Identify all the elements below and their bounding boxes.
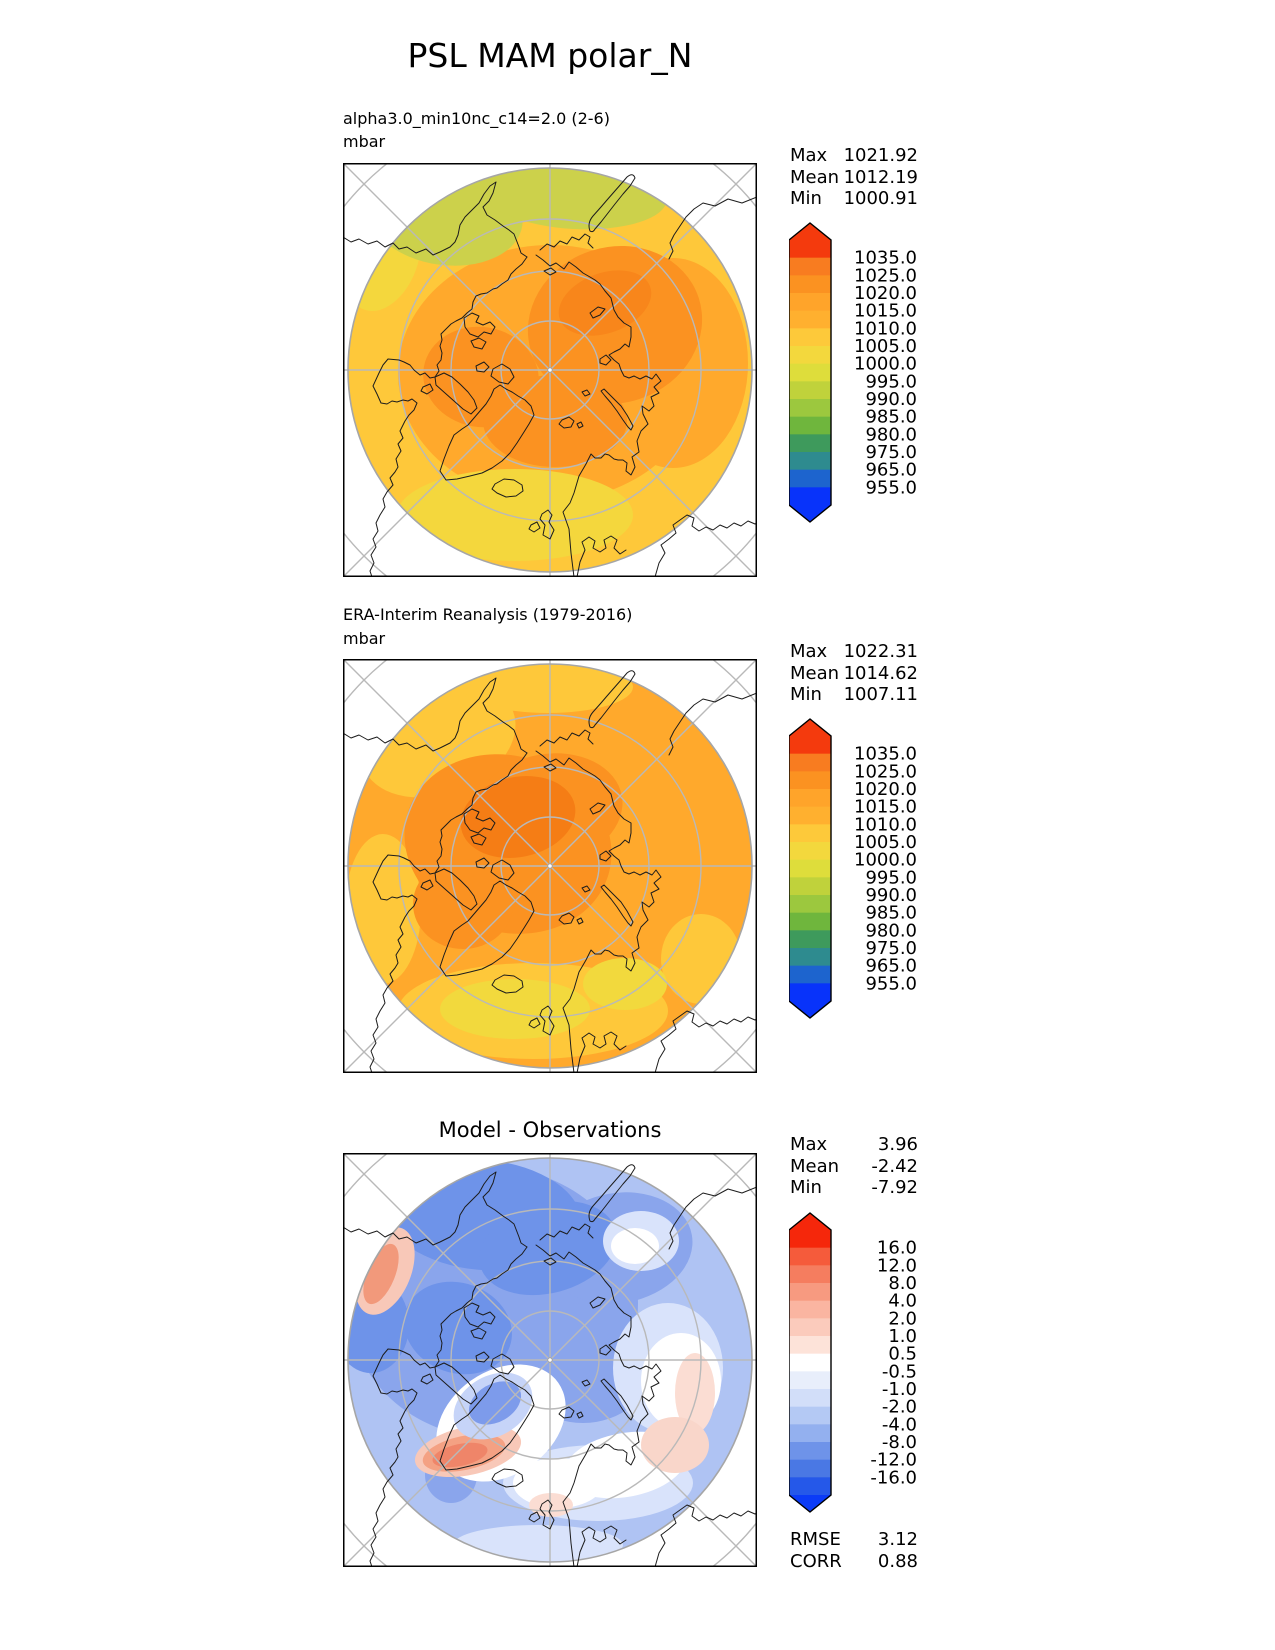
- colorbar-band: [789, 1318, 831, 1336]
- colorbar-tick-label: 1.0: [888, 1326, 917, 1347]
- colorbar-band: [789, 754, 831, 772]
- stat-value: 1014.62: [843, 662, 918, 684]
- metric-row: [790, 1529, 918, 1551]
- colorbar-tick-label: -16.0: [870, 1467, 917, 1489]
- stat-row: [790, 684, 918, 706]
- stat-row: [790, 145, 918, 167]
- colorbar-band: [789, 240, 831, 258]
- colorbar-tick-label: 1005.0: [854, 832, 917, 853]
- stat-label: Min: [790, 188, 822, 209]
- colorbar-band: [789, 470, 831, 488]
- colorbar-band: [789, 736, 831, 754]
- map-model: [343, 163, 757, 577]
- stat-label: Max: [790, 1134, 828, 1155]
- panel-difference-title: Model - Observations: [438, 1118, 662, 1142]
- colorbar-cap-top: [789, 223, 831, 240]
- stat-value: -7.92: [871, 1177, 918, 1198]
- stat-row: [790, 1156, 918, 1178]
- colorbar-band: [789, 1424, 831, 1442]
- colorbar-band: [789, 346, 831, 364]
- stat-label: Max: [790, 641, 828, 662]
- stats-reference: [790, 641, 918, 706]
- colorbar-band: [789, 417, 831, 435]
- colorbar-cap-top: [789, 1213, 831, 1230]
- colorbar-tick-label: 1005.0: [854, 336, 917, 357]
- colorbar-band: [789, 399, 831, 417]
- stat-label: Mean: [790, 662, 840, 684]
- colorbar-tick-label: 1025.0: [854, 265, 917, 287]
- stat-label: Max: [790, 145, 828, 166]
- metrics-block: [790, 1529, 918, 1572]
- colorbar-band: [789, 1460, 831, 1478]
- colorbar-tick-label: 955.0: [865, 477, 917, 499]
- colorbar-tick-label: -12.0: [870, 1449, 917, 1471]
- colorbar-tick-label: -2.0: [881, 1396, 917, 1418]
- colorbar-tick-label: 4.0: [888, 1290, 917, 1312]
- colorbar-tick-label: -0.5: [881, 1361, 917, 1383]
- colorbar-tick-label: 990.0: [865, 885, 917, 906]
- colorbar-difference: [789, 1210, 919, 1522]
- stat-value: 1012.19: [843, 166, 918, 188]
- colorbar-tick-label: 1035.0: [854, 743, 917, 765]
- colorbar-tick-label: 1020.0: [854, 283, 917, 304]
- colorbar-band: [789, 1407, 831, 1425]
- map-difference: [343, 1153, 757, 1567]
- stat-row: [790, 167, 918, 189]
- colorbar-band: [789, 258, 831, 276]
- colorbar-tick-label: 12.0: [876, 1255, 917, 1277]
- colorbar-tick-label: 1000.0: [854, 353, 917, 375]
- colorbar-band: [789, 487, 831, 505]
- stats-difference: [790, 1134, 918, 1199]
- stat-row: [790, 663, 918, 685]
- stat-value: 1007.11: [843, 684, 918, 705]
- pole-dot: [548, 1358, 552, 1362]
- colorbar-band: [789, 948, 831, 966]
- colorbar-tick-label: 995.0: [865, 371, 917, 393]
- colorbar-band: [789, 1230, 831, 1248]
- colorbar-tick-label: 2.0: [888, 1308, 917, 1330]
- colorbar-cap-bottom: [789, 505, 831, 522]
- figure-title: PSL MAM polar_N: [407, 36, 693, 75]
- colorbar-band: [789, 293, 831, 311]
- colorbar-tick-label: 965.0: [865, 459, 917, 481]
- colorbar-model: [789, 220, 919, 532]
- colorbar-band: [789, 1442, 831, 1460]
- stats-model: [790, 145, 918, 210]
- colorbar-band: [789, 434, 831, 452]
- stat-label: Min: [790, 1177, 822, 1198]
- colorbar-tick-label: 965.0: [865, 955, 917, 977]
- colorbar-band: [789, 824, 831, 842]
- metric-value: 0.88: [877, 1550, 918, 1572]
- colorbar-tick-label: 1020.0: [854, 779, 917, 800]
- stat-value: 1000.91: [843, 188, 918, 209]
- metric-row: [790, 1551, 918, 1573]
- colorbar-tick-label: 985.0: [865, 406, 917, 428]
- colorbar-tick-label: -8.0: [881, 1432, 917, 1453]
- stat-value: 1021.92: [843, 145, 918, 166]
- colorbar-band: [789, 930, 831, 948]
- metric-label: RMSE: [790, 1529, 841, 1550]
- stat-row: [790, 1177, 918, 1199]
- stat-row: [790, 1134, 918, 1156]
- stat-label: Mean: [790, 166, 840, 188]
- colorbar-cap-top: [789, 719, 831, 736]
- colorbar-tick-label: 1015.0: [854, 300, 917, 322]
- colorbar-cap-bottom: [789, 1001, 831, 1018]
- colorbar-tick-label: 1015.0: [854, 796, 917, 818]
- panel-reference-units: mbar: [343, 629, 386, 648]
- colorbar-reference: [789, 716, 919, 1028]
- colorbar-tick-label: -4.0: [881, 1414, 917, 1436]
- panel-reference-subtitle: ERA-Interim Reanalysis (1979-2016): [343, 605, 633, 624]
- panel-model-units: mbar: [343, 132, 386, 151]
- colorbar-band: [789, 807, 831, 825]
- colorbar-band: [789, 1248, 831, 1266]
- colorbar-tick-label: 985.0: [865, 902, 917, 924]
- colorbar-band: [789, 983, 831, 1001]
- colorbar-tick-label: 8.0: [888, 1273, 917, 1294]
- colorbar-tick-label: 955.0: [865, 973, 917, 995]
- stat-value: 1022.31: [843, 641, 918, 662]
- colorbar-band: [789, 789, 831, 807]
- colorbar-band: [789, 966, 831, 984]
- colorbar-band: [789, 877, 831, 895]
- colorbar-band: [789, 1389, 831, 1407]
- colorbar-band: [789, 860, 831, 878]
- stat-row: [790, 188, 918, 210]
- colorbar-band: [789, 771, 831, 789]
- colorbar-tick-label: 990.0: [865, 389, 917, 410]
- metric-label: CORR: [790, 1550, 842, 1572]
- colorbar-tick-label: 1035.0: [854, 247, 917, 269]
- stat-row: [790, 641, 918, 663]
- colorbar-band: [789, 364, 831, 382]
- colorbar-cap-bottom: [789, 1495, 831, 1512]
- colorbar-band: [789, 1336, 831, 1354]
- colorbar-tick-label: 1010.0: [854, 318, 917, 340]
- colorbar-band: [789, 1283, 831, 1301]
- colorbar-tick-label: 975.0: [865, 442, 917, 463]
- map-reference: [343, 659, 757, 1073]
- colorbar-band: [789, 1265, 831, 1283]
- colorbar-tick-label: 1025.0: [854, 761, 917, 783]
- colorbar-band: [789, 1477, 831, 1495]
- colorbar-tick-label: 980.0: [865, 424, 917, 446]
- colorbar-band: [789, 452, 831, 470]
- colorbar-band: [789, 311, 831, 329]
- colorbar-tick-label: 975.0: [865, 938, 917, 959]
- colorbar-tick-label: 1000.0: [854, 849, 917, 871]
- colorbar-band: [789, 1371, 831, 1389]
- colorbar-band: [789, 1301, 831, 1319]
- colorbar-band: [789, 842, 831, 860]
- stat-value: -2.42: [871, 1155, 918, 1177]
- colorbar-band: [789, 275, 831, 293]
- colorbar-tick-label: -1.0: [881, 1379, 917, 1400]
- pole-dot: [548, 864, 552, 868]
- colorbar-tick-label: 995.0: [865, 867, 917, 889]
- stat-label: Min: [790, 684, 822, 705]
- stat-value: 3.96: [877, 1134, 918, 1155]
- colorbar-band: [789, 913, 831, 931]
- colorbar-band: [789, 381, 831, 399]
- panel-model-subtitle: alpha3.0_min10nc_c14=2.0 (2-6): [343, 109, 610, 128]
- colorbar-band: [789, 1354, 831, 1372]
- stat-label: Mean: [790, 1155, 840, 1177]
- metric-value: 3.12: [877, 1529, 918, 1550]
- colorbar-band: [789, 328, 831, 346]
- pole-dot: [548, 368, 552, 372]
- colorbar-tick-label: 1010.0: [854, 814, 917, 836]
- colorbar-band: [789, 895, 831, 913]
- colorbar-tick-label: 0.5: [888, 1343, 917, 1365]
- colorbar-tick-label: 980.0: [865, 920, 917, 942]
- colorbar-tick-label: 16.0: [876, 1237, 917, 1259]
